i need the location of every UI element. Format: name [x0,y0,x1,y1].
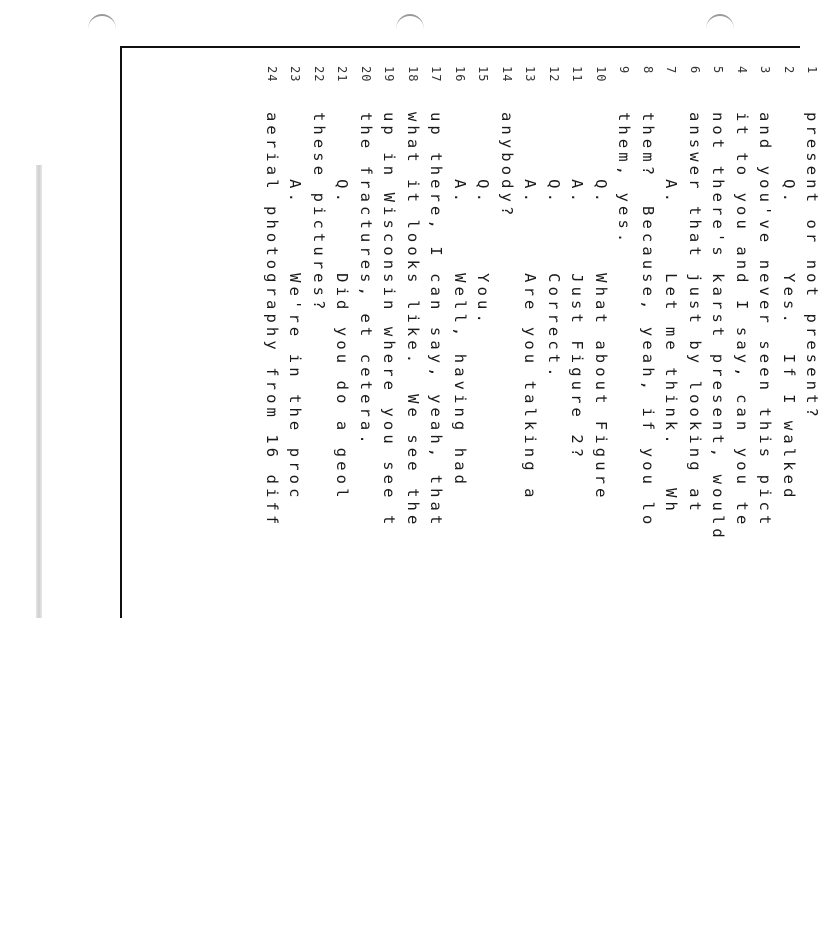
line-number: 1 [805,48,819,112]
line-text: aerial photography from 16 diff [263,112,281,528]
transcript-line [260,48,284,948]
line-number: 11 [570,48,584,112]
punch-hole-center [396,14,424,44]
line-number: 3 [758,48,772,112]
transcript-line [636,48,660,948]
transcript-line [331,48,355,948]
line-number: 4 [735,48,749,112]
line-text: up in Wisconsin where you see t [380,112,398,528]
transcript-line [754,48,778,948]
transcript-line [495,48,519,948]
line-text: A. We're in the proc [286,112,304,502]
line-number: 21 [335,48,349,112]
line-number: 8 [641,48,655,112]
transcript-line [707,48,731,948]
line-text: Q. Correct. [545,112,563,381]
transcript-page [122,48,800,618]
line-text: Q. Yes. If I walked [780,112,798,502]
transcript-line [730,48,754,948]
line-number: 14 [500,48,514,112]
line-number: 23 [288,48,302,112]
line-number: 6 [688,48,702,112]
line-number: 5 [711,48,725,112]
line-number: 19 [382,48,396,112]
transcript-line [801,48,824,948]
line-text: and you've never seen this pict [756,112,774,528]
transcript-line [284,48,308,948]
line-number: 2 [782,48,796,112]
line-text: A. Well, having had [451,112,469,488]
line-text: not there's karst present, would [709,112,727,542]
line-number: 12 [547,48,561,112]
transcript-line [613,48,637,948]
line-number: 24 [265,48,279,112]
transcript-line [472,48,496,948]
line-text: A. Just Figure 2? [568,112,586,461]
line-text: the fractures, et cetera. [357,112,375,448]
line-text: them? Because, yeah, if you lo [639,112,657,528]
transcript-line [378,48,402,948]
line-number: 9 [617,48,631,112]
transcript-line [542,48,566,948]
scan-shadow-streak [36,165,42,618]
transcript-line [307,48,331,948]
line-text: up there, I can say, yeah, that [427,112,445,528]
line-text: Q. What about Figure [592,112,610,502]
punch-hole-left [88,14,116,44]
line-number: 10 [594,48,608,112]
line-text: Q. You. [474,112,492,327]
line-text: them, yes. [615,112,633,246]
line-number: 16 [453,48,467,112]
transcript-line [448,48,472,948]
line-number: 15 [476,48,490,112]
line-text: it to you and I say, can you te [733,112,751,528]
transcript-text-block [260,48,824,948]
transcript-line [589,48,613,948]
transcript-line [425,48,449,948]
transcript-line [566,48,590,948]
punch-hole-right [706,14,734,44]
line-text: A. Let me think. Wh [662,112,680,515]
line-text: A. Are you talking a [521,112,539,502]
transcript-line [660,48,684,948]
line-text: these pictures? [310,112,328,313]
line-number: 7 [664,48,678,112]
line-text: present or not present? [803,112,821,421]
line-number: 20 [359,48,373,112]
line-text: what it looks like. We see the [404,112,422,528]
line-number: 22 [312,48,326,112]
transcript-line [354,48,378,948]
line-number: 13 [523,48,537,112]
transcript-line [401,48,425,948]
line-number: 17 [429,48,443,112]
transcript-line [683,48,707,948]
line-text: answer that just by looking at [686,112,704,515]
line-text: Q. Did you do a geol [333,112,351,502]
transcript-line [519,48,543,948]
line-text: anybody? [498,112,516,219]
line-number: 18 [406,48,420,112]
transcript-line [777,48,801,948]
